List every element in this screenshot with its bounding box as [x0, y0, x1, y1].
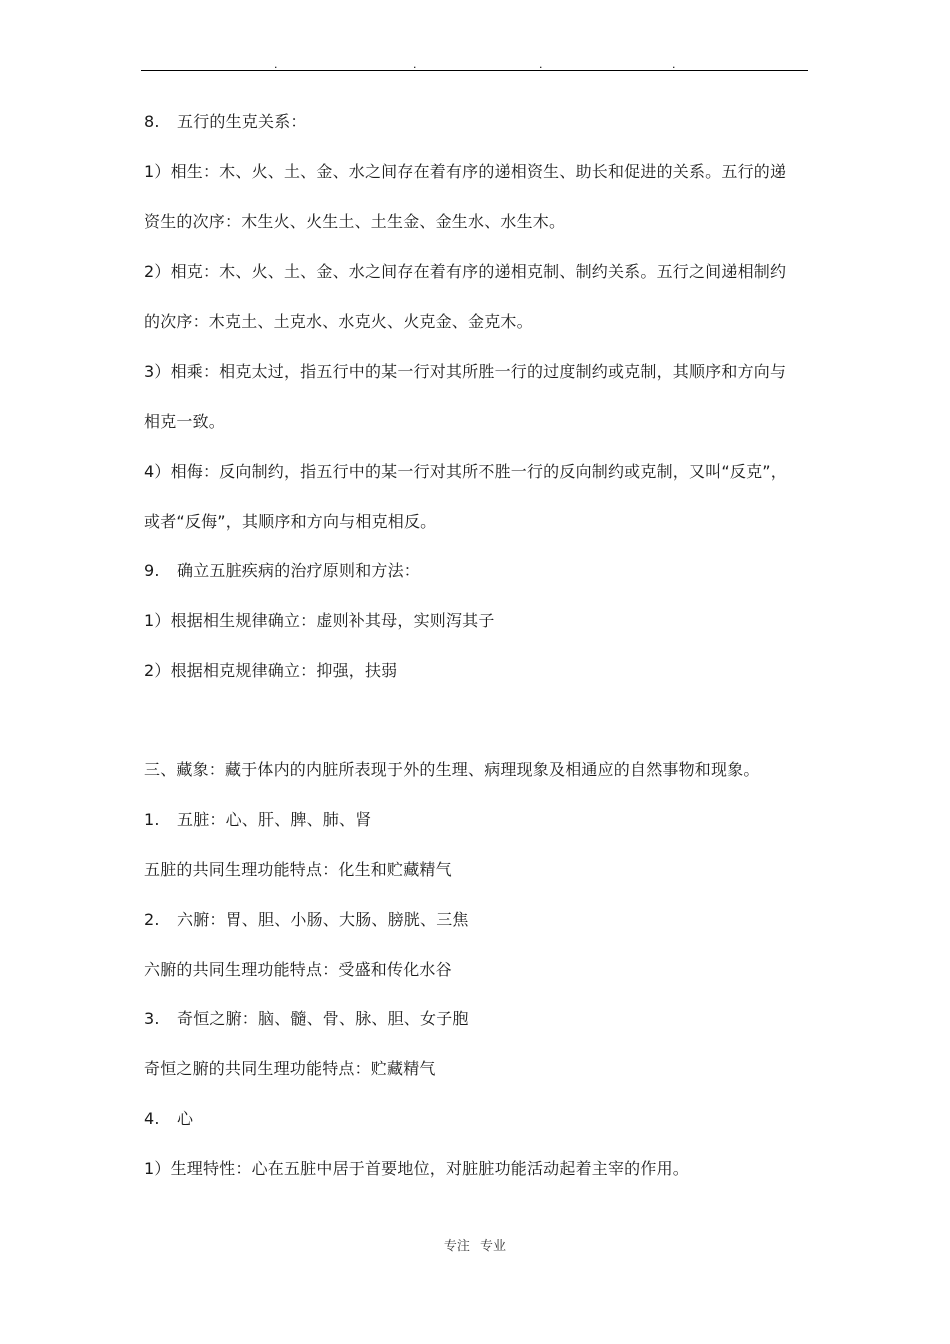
header-dot: .: [413, 58, 417, 71]
numbered-item: [144, 1109, 193, 1129]
paragraph-line: 的次序：木克土、土克水、水克火、火克金、金克木。: [144, 312, 533, 331]
paragraph-line: 奇恒之腑的共同生理功能特点：贮藏精气: [144, 1059, 436, 1078]
numbered-item: [144, 910, 469, 930]
header-dot: .: [274, 58, 278, 71]
page-footer: 专注 专业: [443, 1239, 507, 1254]
paragraph-line: 或者“反侮”，其顺序和方向与相克相反。: [144, 512, 437, 531]
header-dot: .: [539, 58, 543, 71]
header-dot: .: [672, 58, 676, 71]
paragraph-line: 六腑的共同生理功能特点：受盛和传化水谷: [144, 960, 452, 979]
paragraph-line: 1）生理特性：心在五脏中居于首要地位，对脏脏功能活动起着主宰的作用。: [144, 1159, 689, 1178]
item-text: 五脏：心、肝、脾、肺、肾: [177, 810, 372, 829]
item-text: 五行的生克关系：: [177, 112, 307, 131]
paragraph-line: 资生的次序：木生火、火生土、土生金、金生水、水生木。: [144, 212, 566, 231]
chapter-heading: 三、藏象：藏于体内的内脏所表现于外的生理、病理现象及相通应的自然事物和现象。: [144, 760, 760, 779]
item-number: 8.: [144, 112, 160, 131]
item-number: 4.: [144, 1109, 160, 1128]
paragraph-line: 3）相乘：相克太过，指五行中的某一行对其所胜一行的过度制约或克制，其顺序和方向与: [144, 362, 787, 381]
item-text: 确立五脏疾病的治疗原则和方法：: [177, 561, 421, 580]
item-text: 心: [177, 1109, 194, 1128]
item-number: 3.: [144, 1009, 160, 1028]
section-heading-8: [144, 112, 307, 132]
paragraph-line: 1）根据相生规律确立：虚则补其母，实则泻其子: [144, 611, 495, 630]
item-number: 2.: [144, 910, 160, 929]
paragraph-line: 2）根据相克规律确立：抑强，扶弱: [144, 661, 398, 680]
item-text: 六腑：胃、胆、小肠、大肠、膀胱、三焦: [177, 910, 469, 929]
item-text: 奇恒之腑：脑、髓、骨、脉、胆、女子胞: [177, 1009, 469, 1028]
item-number: 1.: [144, 810, 160, 829]
section-heading-9: [144, 561, 420, 581]
numbered-item: [144, 810, 371, 830]
numbered-item: [144, 1009, 469, 1029]
item-number: 9.: [144, 561, 160, 580]
paragraph-line: 2）相克：木、火、土、金、水之间存在着有序的递相克制、制约关系。五行之间递相制约: [144, 262, 787, 281]
paragraph-line: 1）相生：木、火、土、金、水之间存在着有序的递相资生、助长和促进的关系。五行的递: [144, 162, 787, 181]
paragraph-line: 相克一致。: [144, 412, 226, 431]
paragraph-line: 五脏的共同生理功能特点：化生和贮藏精气: [144, 860, 452, 879]
header-rule: [141, 70, 808, 71]
paragraph-line: 4）相侮：反向制约，指五行中的某一行对其所不胜一行的反向制约或克制，又叫“反克”，: [144, 462, 787, 481]
